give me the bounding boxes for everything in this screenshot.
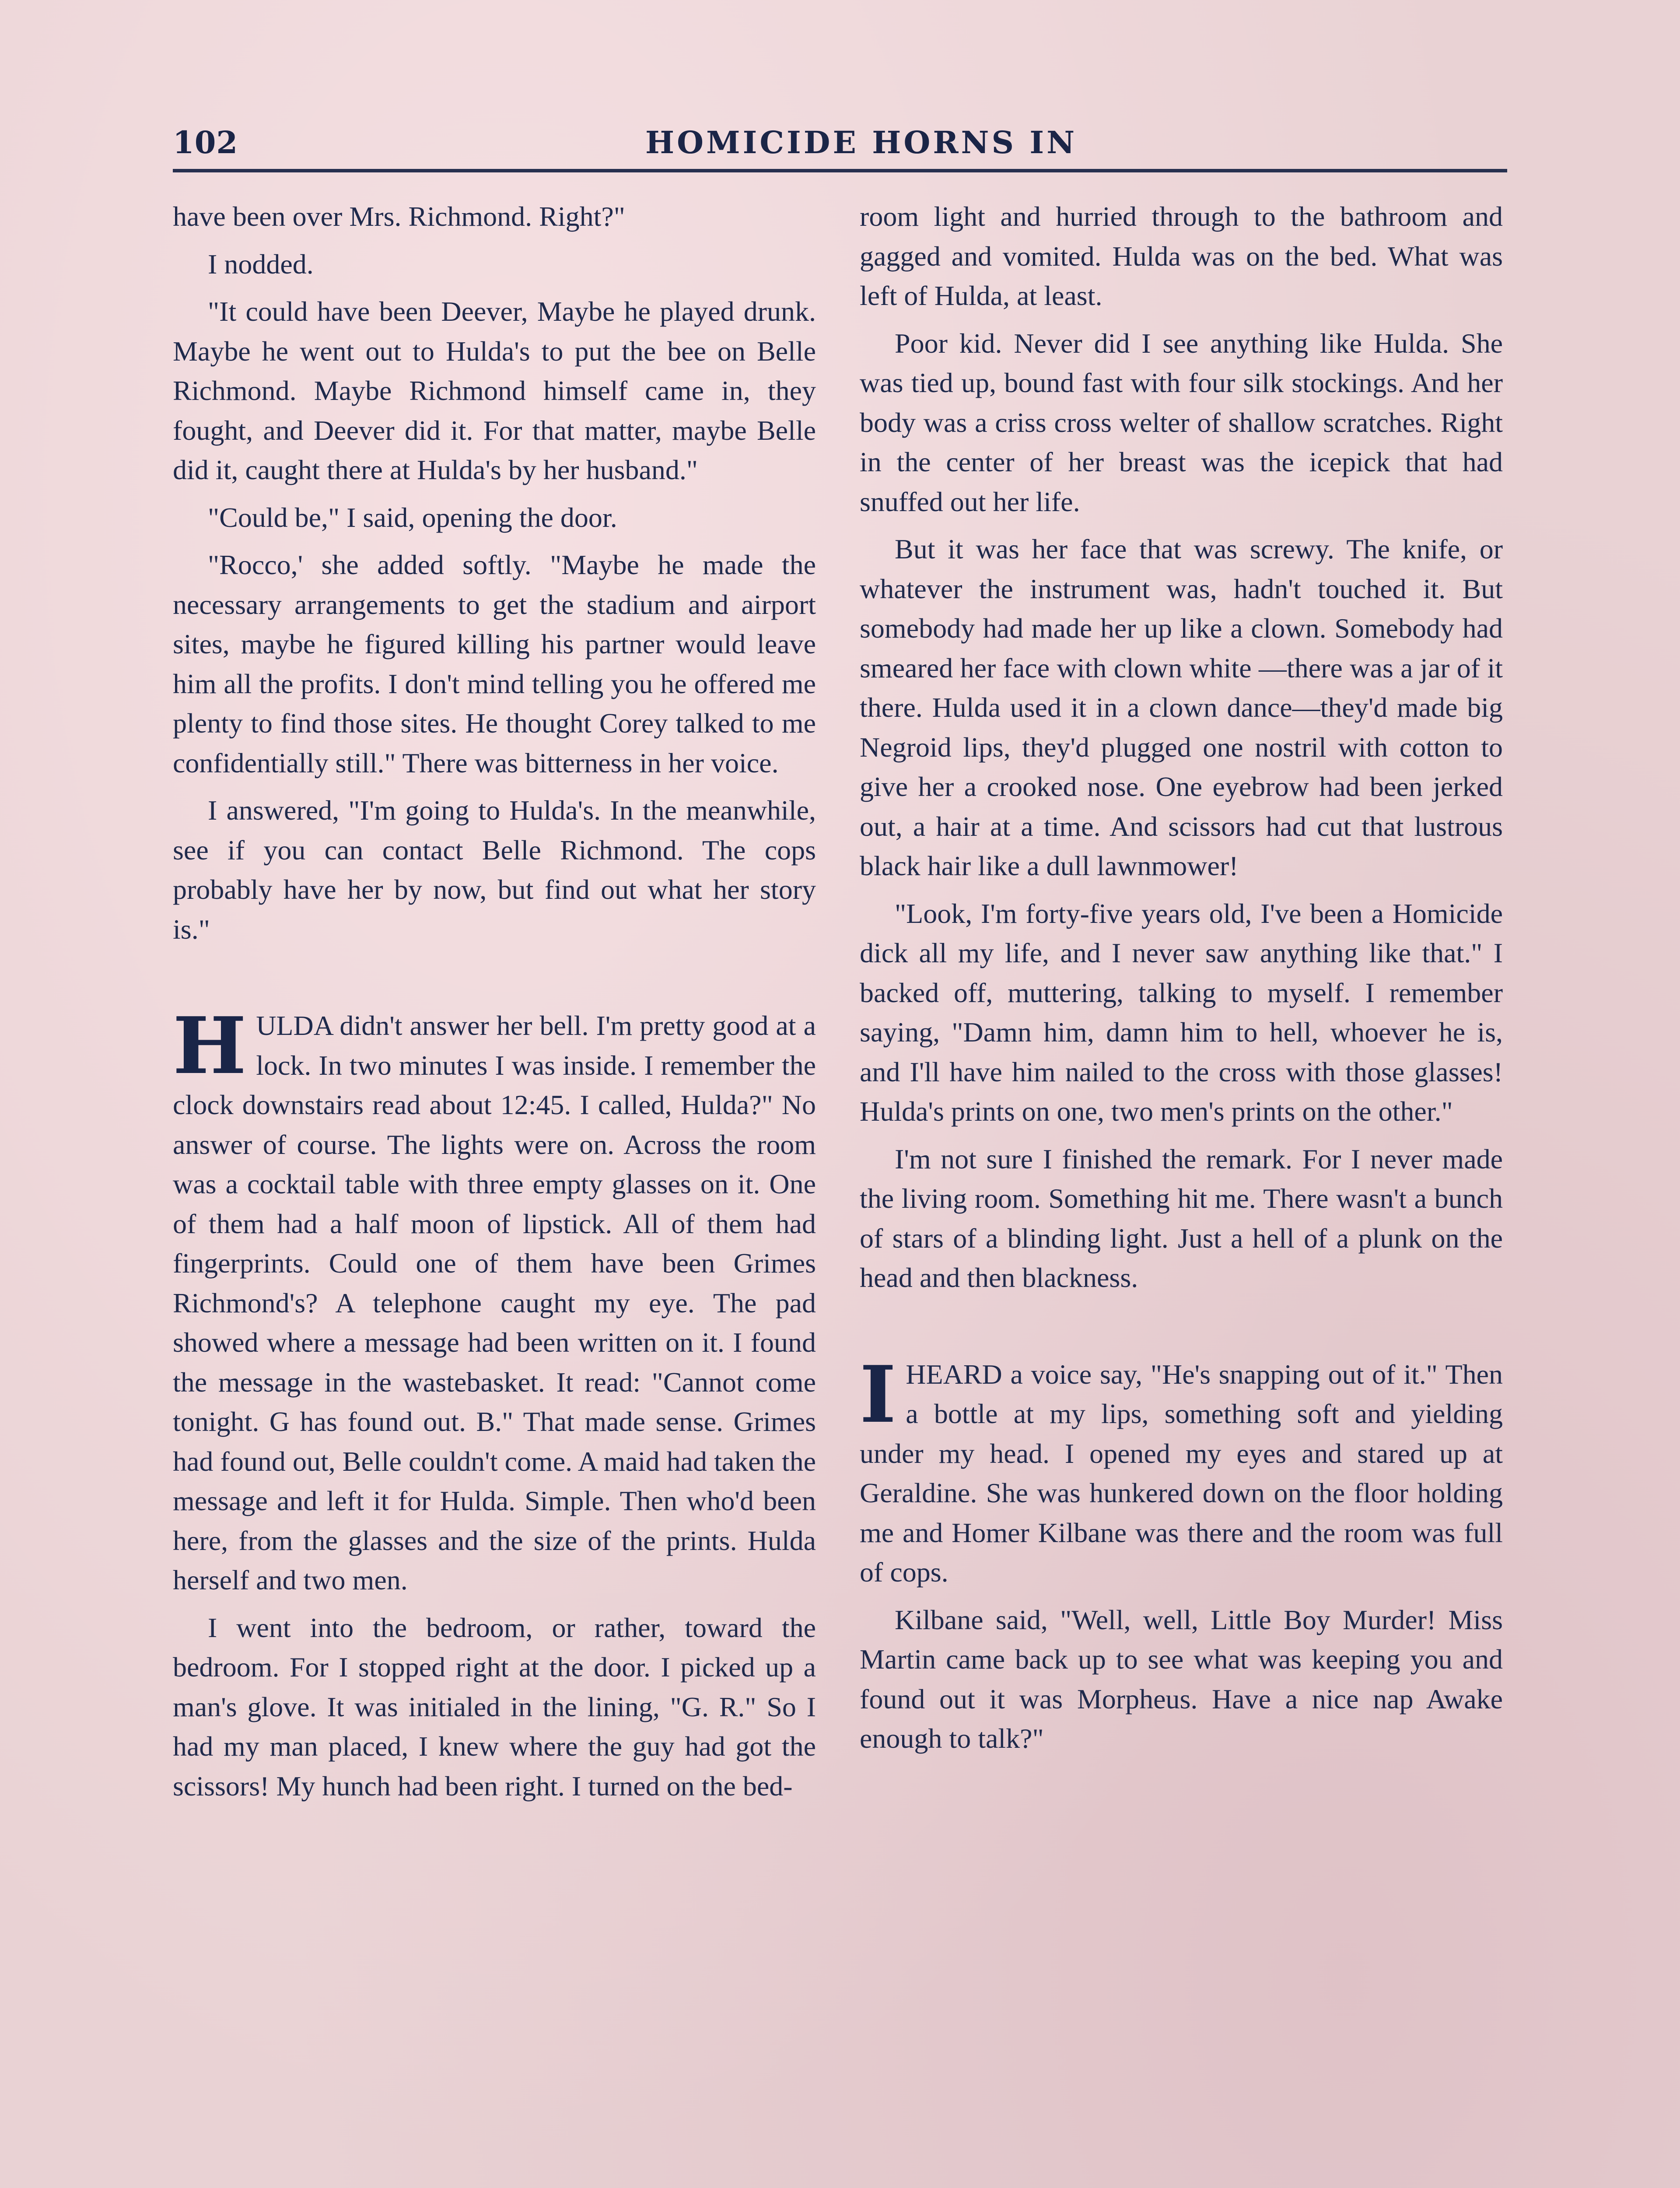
right-column (860, 197, 1503, 1759)
drop-cap: I (860, 1348, 896, 1440)
left-column (173, 197, 816, 1806)
page-header (173, 121, 1507, 169)
section-opening-text: HEARD a voice say, "He's snapping out of it." Then a bottle at my lips, something soft and yielding under my head. I opened my eyes and stared up at Geraldine. She was hunkered down on the floor holding me and Homer Kilbane was there and the room was full of cops. (860, 1358, 1503, 1588)
section-opening-paragraph (860, 1348, 1503, 1592)
paragraph: "It could have been Deever, Maybe he played drunk. Maybe he went out to Hulda's to put the bee on Belle Richmond. Maybe Richmond himself came in, they fought, and Deever did it. For that matter, maybe Belle did it, caught there at Hulda's by her husband." (173, 296, 816, 485)
paragraph: "Rocco,' she added softly. "Maybe he made the necessary arrangements to get the stadium and airport sites, maybe he figured killing his partner would leave him all the profits. I don't mind telling you he offered me plenty to find those sites. He thought Corey talked to me confidentially still." There was bitterness in her voice. (173, 549, 816, 778)
section-break (860, 1298, 1503, 1355)
section-break (173, 949, 816, 1006)
header-rule (173, 169, 1507, 172)
paragraph: I answered, "I'm going to Hulda's. In the meanwhile, see if you can contact Belle Richmond. The cops probably have her by now, but find out what her story is." (173, 795, 816, 945)
paragraph: Kilbane said, "Well, well, Little Boy Murder! Miss Martin came back up to see what was keeping you and found out it was Morpheus. Have a nice nap Awake enough to talk?" (860, 1604, 1503, 1754)
paragraph: I nodded. (208, 248, 314, 280)
page-number: 102 (173, 124, 238, 161)
section-opening-paragraph (173, 1000, 816, 1600)
paragraph: I went into the bedroom, or rather, toward the bedroom. For I stopped right at the door. I picked up a man's glove. It was initialed in the lining, "G. R." So I had my man placed, I knew where the guy had got the scissors! My hunch had been right. I turned on the bed- (173, 1612, 816, 1802)
paragraph: "Look, I'm forty-five years old, I've been a Homicide dick all my life, and I never saw anything like that." I backed off, muttering, talking to myself. I remember saying, "Damn him, damn him to hell, whoever he is, and I'll have him nailed to the cross with those glasses! Hulda's prints on one, two men's prints on the other." (860, 898, 1503, 1127)
paragraph: have been over Mrs. Richmond. Right?" (173, 201, 625, 232)
paragraph: Poor kid. Never did I see anything like Hulda. She was tied up, bound fast with four silk stockings. And her body was a criss cross welter of shallow scratches. Right in the center of her breast was the icepick that had snuffed out her life. (860, 327, 1503, 517)
drop-cap: H (173, 1000, 247, 1091)
paragraph: room light and hurried through to the bathroom and gagged and vomited. Hulda was on the bed. What was left of Hulda, at least. (860, 201, 1503, 311)
paragraph: "Could be," I said, opening the door. (208, 501, 617, 533)
paragraph: I'm not sure I finished the remark. For I never made the living room. Something hit me. There wasn't a bunch of stars of a blinding light. Just a hell of a plunk on the head and then blackness. (860, 1143, 1503, 1293)
paragraph: But it was her face that was screwy. The knife, or whatever the instrument was, hadn't touched it. But somebody had made her up like a clown. Somebody had smeared her face with clown white —there was a jar of it there. Hulda used it in a clown dance—they'd made big Negroid lips, they'd plugged one nostril with cotton to give her a crooked nose. One eyebrow had been jerked out, a hair at a time. And scissors had cut that lustrous black hair like a dull lawnmower! (860, 533, 1503, 881)
section-opening-text: ULDA didn't answer her bell. I'm pretty good at a lock. In two minutes I was inside. I remember the clock downstairs read about 12:45. I called, Hulda?" No answer of course. The lights were on. Across the room was a cocktail table with three empty glasses on it. One of them had a half moon of lipstick. All of them had fingerprints. Could one of them have been Grimes Richmond's? A telephone caught my eye. The pad showed where a message had been written on it. I found the message in the wastebasket. It read: "Cannot come tonight. G has found out. B." That made sense. Grimes had found out, Belle couldn't come. A maid had taken the message and left it for Hulda. Simple. Then who'd been here, from the glasses and the size of the prints. Hulda herself and two men. (173, 1010, 816, 1595)
running-title: HOMICIDE HORNS IN (645, 124, 1078, 161)
